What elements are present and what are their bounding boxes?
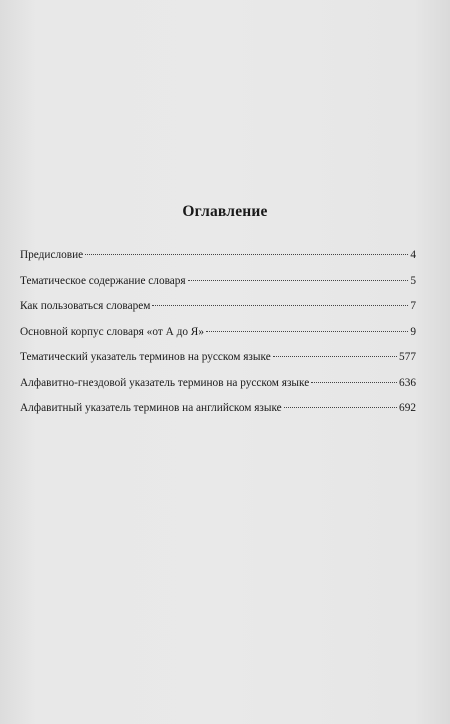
toc-entry-label: Как пользоваться словарем [20,300,151,312]
toc-entry [20,377,416,403]
toc-entry-page: 4 [410,249,416,261]
table-of-contents [20,249,416,428]
toc-entry [20,351,416,377]
toc-entry-label: Алфавитный указатель терминов на английском языке [20,402,282,414]
toc-entry-page: 9 [410,325,416,338]
toc-entry-label: Основной корпус словаря «от А до Я» [20,325,204,338]
toc-entry-page: 692 [399,402,416,414]
toc-leader-dots [152,304,408,306]
toc-leader-dots [284,406,397,408]
toc-entry [20,300,416,326]
toc-leader-dots [311,381,397,383]
toc-entry [20,275,416,301]
toc-leader-dots [273,355,397,357]
toc-entry-label: Тематическое содержание словаря [20,274,186,287]
toc-entry-label: Тематический указатель терминов на русском языке [20,351,271,363]
toc-leader-dots [206,330,408,332]
toc-entry-page: 577 [399,351,416,363]
toc-entry [20,402,416,428]
toc-entry-page: 636 [399,376,416,389]
toc-entry-page: 5 [410,274,416,287]
page-title: Оглавление [182,203,268,220]
toc-entry-label: Предисловие [20,249,84,261]
toc-leader-dots [188,279,409,281]
toc-leader-dots [85,253,408,255]
toc-entry [20,326,416,352]
toc-entry-page: 7 [410,300,416,312]
toc-entry-label: Алфавитно-гнездовой указатель терминов на русском языке [20,376,310,389]
toc-entry [20,249,416,275]
